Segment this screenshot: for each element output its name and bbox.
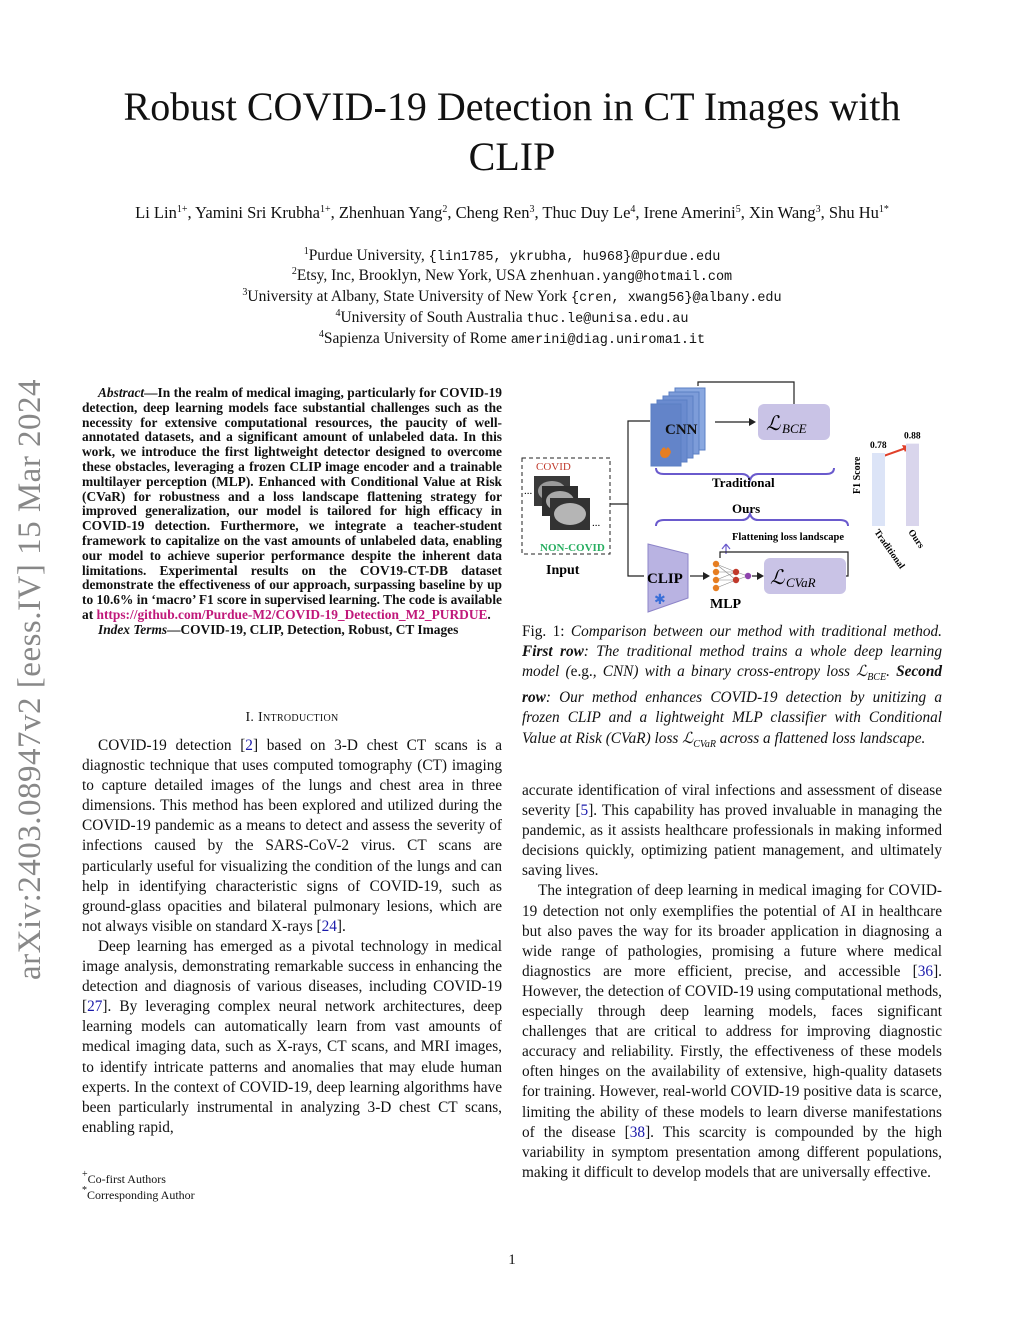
affiliation-number: 4: [318, 329, 324, 340]
covid-label: COVID: [536, 461, 571, 473]
citation-link[interactable]: 27: [87, 998, 103, 1016]
index-terms-label: Index Terms: [98, 621, 168, 637]
left-column-body: [82, 736, 502, 1138]
citation-link[interactable]: 5: [580, 802, 589, 820]
paragraph-text: ].: [336, 917, 346, 935]
citation-link[interactable]: 2: [245, 737, 253, 754]
citation-link[interactable]: 38: [629, 1123, 646, 1141]
traditional-label: Traditional: [712, 475, 775, 490]
author-name: Li Lin: [135, 203, 177, 222]
author-mark: 3: [815, 204, 821, 215]
footnote: [82, 1184, 502, 1204]
code-link[interactable]: https://github.com/Purdue-M2/COVID-19_Detection_M2_PURDUE: [96, 606, 488, 622]
abstract-label: Abstract: [98, 385, 145, 400]
right-paragraph: [522, 881, 942, 1182]
caption-sub-bce: BCE: [867, 672, 887, 684]
index-terms-text: —COVID-19, CLIP, Detection, Robust, CT Images: [167, 621, 459, 637]
author-name: Shu Hu: [828, 203, 879, 222]
cnn-label: CNN: [665, 422, 698, 438]
author-mark: 3: [529, 204, 535, 215]
ct-scan-images: [534, 476, 590, 530]
f1-score-chart: [852, 432, 926, 572]
citation-link[interactable]: 24: [321, 917, 337, 935]
author-name: Zhenhuan Yang: [338, 203, 443, 222]
author-mark: 5: [735, 204, 741, 215]
paragraph-text: The integration of deep learning in medical imaging for COVID-19 detection not only exemplifies the potential of AI in healthcare but also paves the way for its broader application in diagnosing a wide range of pathologies, promising a future where medical diagnostics are more efficient, precise, and accessible [: [522, 882, 942, 980]
footnote-text: Corresponding Author: [87, 1187, 195, 1202]
paragraph-text: ]. By leveraging complex neural network architectures, deep learning models can automatically learn from vast amounts of medical imaging data, such as X-rays, CT scans, and MRI images, to identify intricate patterns and anomalies that may elude human experts. In the context of COVID-19, deep learning algorithms have been particularly instrumental in analyzing 3-D chest CT scans, enabling rapid,: [82, 998, 502, 1136]
figure-1: [520, 376, 950, 616]
affiliation-line: [90, 308, 934, 330]
f1-value-label: 0.88: [904, 431, 921, 442]
affiliation-number: 4: [335, 308, 341, 319]
clip-label: CLIP: [647, 571, 683, 587]
caption-sub-cvar: CVaR: [693, 738, 716, 750]
footnote-text: Co-first Authors: [87, 1172, 166, 1186]
bce-loss-symbol: ℒ: [766, 413, 781, 435]
noncovid-label: NON-COVID: [540, 542, 605, 554]
f1-bar-traditional: [872, 453, 885, 526]
caption-first-row: First row: [522, 643, 584, 661]
right-paragraph: [522, 781, 942, 881]
f1-category-label: Ours: [905, 527, 926, 551]
paragraph-text: COVID-19 detection [: [98, 737, 246, 754]
paper-title: Robust COVID-19 Detection in CT Images with CLIP: [123, 84, 901, 179]
paragraph-text: ]. This scarcity is compounded by the high variability in symptom presentation among different populations, making it difficult to develop models that are universally effective.: [522, 1123, 942, 1181]
intro-paragraph: [82, 937, 502, 1138]
footnote: [82, 1169, 502, 1188]
author-name: Irene Amerini: [643, 203, 736, 222]
snowflake-icon: ✱: [654, 593, 666, 608]
bce-loss-sub: BCE: [782, 421, 807, 436]
affiliation-number: 3: [242, 287, 248, 298]
f1-category-label: Traditional: [871, 527, 906, 572]
caption-text-c: , CNN) with a binary cross-entropy loss ℒ: [592, 663, 868, 681]
footnotes: [82, 1169, 502, 1203]
caption-eg: e.g.: [570, 663, 593, 681]
abstract-end: .: [487, 606, 491, 622]
affiliation-name: Etsy, Inc, Brooklyn, New York, USA: [296, 267, 530, 284]
ours-label: Ours: [732, 501, 761, 516]
right-column-body: [522, 781, 942, 1183]
caption-text-d: .: [886, 663, 897, 681]
arxiv-identifier: arXiv:2403.08947v2 [eess.IV] 15 Mar 2024: [12, 378, 48, 980]
paragraph-text: ]. This capability has proved invaluable in managing the pandemic, as it assists healthcare professionals in making informed decisions quickly, optimizing patient management, and ultimately saving lives.: [522, 802, 943, 880]
paragraph-text: ] based on 3-D chest CT scans is a diagnostic technique that uses computed tomography (CT) imaging to capture detailed images of the lungs and chest area in three dimensions. This method has been explored and utilized during the COVID-19 pandemic as a means to detect and assess the severity of infections caused by the SARS-CoV-2 virus. CT scans are particularly useful for visualizing the condition of the lungs and can help in identifying characteristic signs of COVID-19, such as ground-glass opacities and bilateral pulmonary lesions, which are not always visible on standard X-rays [: [82, 737, 502, 935]
author-name: Yamini Sri Krubha: [195, 203, 320, 222]
author-list: Li Lin$^{1+}$, Yamini Sri Krubha$^{1+}$, Zhenhuan Yang$^2$, Cheng Ren$^3$, Thuc Duy Le$^4$, Irene Amerini$^5$, Xin Wang$^3$, Shu $Hu^{1*}$: [135, 203, 889, 222]
author-mark: 2: [442, 204, 448, 215]
caption-text-f: across a flattened loss landscape.: [715, 729, 926, 747]
cvar-loss-symbol: ℒ: [770, 567, 785, 589]
affiliation-email: amerini@diag.uniroma1.it: [510, 333, 706, 348]
affiliation-line: [90, 287, 934, 309]
caption-prefix: Fig. 1:: [522, 623, 571, 640]
affiliation-name: University of South Australia: [340, 309, 527, 326]
paragraph-text: ]. However, the detection of COVID-19 using computational methods, especially through deep learning models, faces significant challenges that are critical to address for improving diagnostic accuracy and reliability. Firstly, the effectiveness of these models often hinges on the availability of extensive, high-quality datasets for training. However, real-world COVID-19 positive data is scarce, limiting the ability of these models to learn diverse manifestations of the disease [: [522, 962, 942, 1141]
section-number: I.: [245, 710, 255, 725]
author-name: Xin Wang: [749, 203, 816, 222]
affiliation-line: [90, 266, 934, 288]
clip-block: [647, 544, 688, 612]
footnote-mark: *: [82, 1184, 87, 1196]
cvar-loss-sub: CVaR: [786, 575, 816, 590]
page-number: 1: [508, 1252, 516, 1268]
affiliation-line: [90, 246, 934, 268]
affiliation-name: Sapienza University of Rome: [323, 330, 511, 347]
section-title: Introduction: [258, 710, 339, 725]
flattening-label: Flattening loss landscape: [732, 532, 845, 543]
mlp-label: MLP: [710, 597, 742, 612]
f1-bar-ours: [906, 444, 919, 526]
caption-text-b: : The traditional method trains a whole deep learning model (: [522, 643, 942, 681]
chart-ylabel: F1 Score: [852, 456, 863, 494]
input-label: Input: [546, 563, 580, 578]
affiliation-number: 1: [303, 246, 309, 257]
mlp-network: [713, 561, 751, 591]
affiliation-email: zhenhuan.yang@hotmail.com: [529, 270, 733, 285]
affiliation-name: Purdue University,: [308, 247, 429, 264]
figure-caption: [522, 622, 942, 755]
paragraph-text: accurate identification of viral infections and assessment of disease severity [: [522, 782, 942, 820]
author-mark: 4: [630, 204, 636, 215]
caption-text-e: : Our method enhances COVID-19 detection by unitizing a frozen CLIP and a lightweight MLP classifier with Conditional Value at Risk (CVaR) loss ℒ: [522, 689, 942, 747]
author-name: Cheng Ren: [455, 203, 530, 222]
paragraph-text: Deep learning has emerged as a pivotal technology in medical image analysis, demonstrating remarkable success in enhancing the detection and diagnosis of various diseases, including COVID-19 [: [82, 937, 502, 1016]
dots-right: ...: [592, 517, 601, 529]
citation-link[interactable]: 36: [917, 962, 934, 980]
affiliation-number: 2: [291, 266, 297, 277]
author-mark: 1+: [319, 204, 331, 215]
caption-second-row: Second row: [522, 663, 942, 707]
f1-value-label: 0.78: [870, 440, 887, 451]
author-name: Thuc Duy Le: [542, 203, 631, 222]
affiliation-email: thuc.le@unisa.edu.au: [526, 312, 689, 327]
abstract-text: —In the realm of medical imaging, particularly for COVID-19 detection, deep learning models face substantial challenges such as the necessity for extensive computational resources, the paucity of well-annotated datasets, and a significant amount of unlabeled data. In this work, we introduce the first lightweight detector designed to overcome these obstacles, leveraging a frozen CLIP image encoder and a trainable multilayer perception (MLP). Enhanced with Conditional Value at Risk (CVaR) for robustness and a loss landscape flattening strategy for improved generalization, our model is tailored for high efficacy in COVID-19 detection. Furthermore, we integrate a teacher-student framework to capitalize on the vast amounts of unlabeled data, enabling our model to achieve superior performance despite the inherent data limitations. Experimental results on the COV19-CT-DB dataset demonstrate the effectiveness of our approach, surpassing baseline by up to 10.6% in ‘macro’ F1 score in supervised learning. The code is available at: [82, 385, 502, 622]
affiliation-line: [90, 329, 934, 351]
section-heading: [82, 710, 502, 726]
affiliation-email: {lin1785, ykrubha, hu968}@purdue.edu: [428, 250, 721, 265]
abstract: [82, 386, 502, 638]
affiliation-name: University at Albany, State University of New York: [247, 288, 571, 305]
author-mark: 1*: [878, 204, 889, 215]
cnn-block: [651, 388, 705, 466]
caption-text-a: Comparison between our method with traditional method.: [570, 623, 942, 640]
intro-paragraph: [82, 736, 502, 937]
author-mark: 1+: [176, 204, 188, 215]
affiliation-email: {cren, xwang56}@albany.edu: [570, 291, 782, 306]
dots-left: ...: [524, 485, 533, 497]
footnote-mark: +: [82, 1169, 88, 1180]
